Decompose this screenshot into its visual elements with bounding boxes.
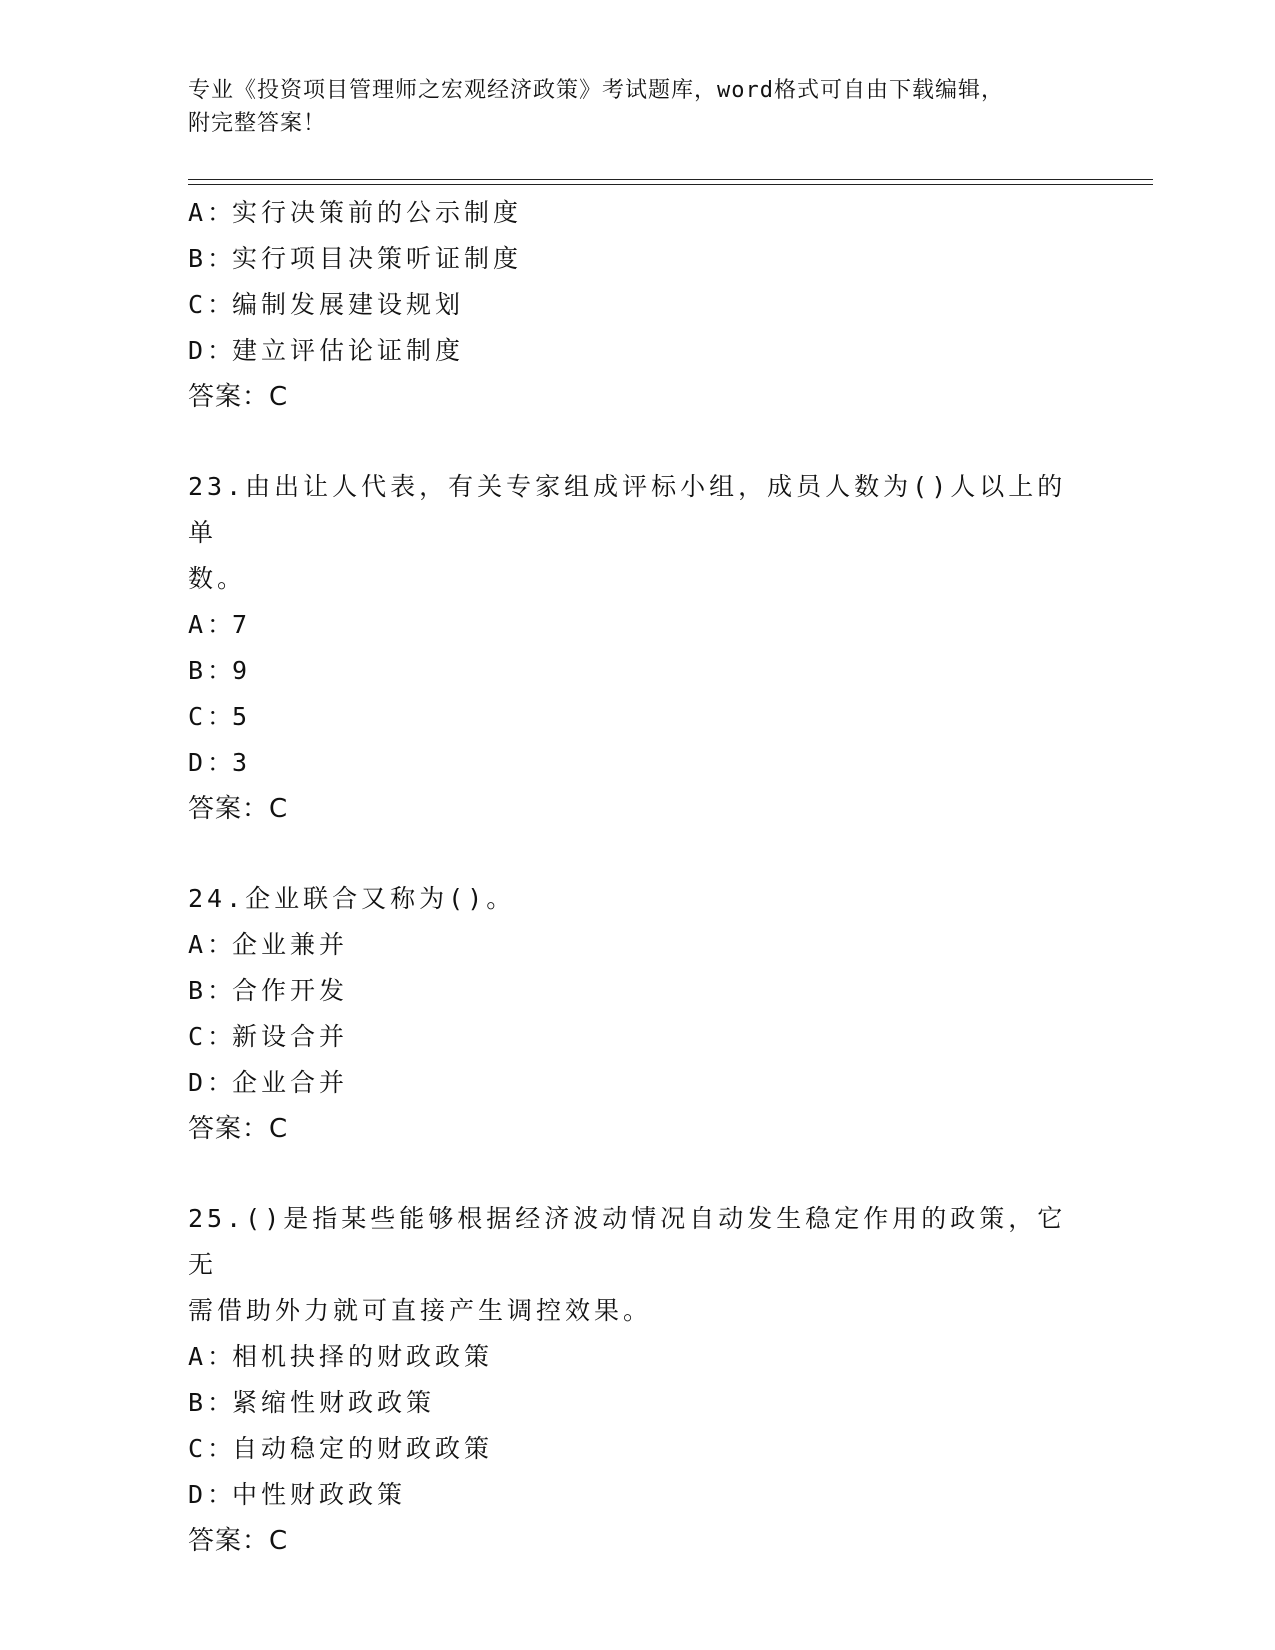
option-b [188,236,1148,282]
question-stem-line-1: 23.由出让人代表，有关专家组成评标小组，成员人数为()人以上的单 [188,472,1067,547]
header-divider-bottom [188,184,1153,185]
option-b [188,648,1148,694]
question-list [188,190,1148,1564]
option-a [188,1334,1148,1380]
option-key: A： [188,610,237,639]
option-key: A： [188,1342,237,1371]
option-d [188,1060,1148,1106]
option-d [188,740,1148,786]
option-key: A： [188,930,237,959]
option-c [188,694,1148,740]
question-stem-line-2: 数。 [188,564,247,593]
question-stem [188,1196,1078,1334]
header-divider-top [188,179,1153,180]
option-key: C： [188,1434,237,1463]
document-header [188,74,1088,140]
question-stem-line-1: 25.()是指某些能够根据经济波动情况自动发生稳定作用的政策，它无 [188,1204,1067,1279]
header-line-1: 专业《投资项目管理师之宏观经济政策》考试题库，word格式可自由下载编辑， [188,78,1004,103]
option-text: 企业兼并 [232,930,349,959]
option-text: 3 [232,748,252,777]
answer-line: 答案：C [188,1526,289,1556]
question-stem-line-1: 24.企业联合又称为()。 [188,884,516,913]
option-key: B： [188,244,237,273]
option-c [188,1426,1148,1472]
option-key: A： [188,198,237,227]
header-line-2: 附完整答案！ [188,111,327,136]
question-25 [188,1196,1148,1564]
option-a [188,602,1148,648]
question-23 [188,464,1148,832]
option-a [188,922,1148,968]
option-key: B： [188,1388,237,1417]
answer-line: 答案：C [188,382,289,412]
option-a [188,190,1148,236]
option-text: 9 [232,656,252,685]
answer-line: 答案：C [188,794,289,824]
option-text: 合作开发 [232,976,349,1005]
option-text: 建立评估论证制度 [232,336,465,365]
option-text: 新设合并 [232,1022,349,1051]
answer-line: 答案：C [188,1114,289,1144]
option-key: D： [188,1480,237,1509]
option-text: 实行项目决策听证制度 [232,244,523,273]
question-stem [188,876,1078,922]
question-stem-line-2: 需借助外力就可直接产生调控效果。 [188,1296,653,1325]
option-text: 实行决策前的公示制度 [232,198,523,227]
option-key: C： [188,290,237,319]
option-key: D： [188,336,237,365]
option-key: C： [188,1022,237,1051]
option-text: 相机抉择的财政政策 [232,1342,494,1371]
option-c [188,282,1148,328]
option-text: 编制发展建设规划 [232,290,465,319]
option-text: 自动稳定的财政政策 [232,1434,494,1463]
option-key: C： [188,702,237,731]
option-d [188,1472,1148,1518]
option-text: 7 [232,610,252,639]
option-text: 中性财政政策 [232,1480,407,1509]
option-b [188,1380,1148,1426]
option-key: B： [188,656,237,685]
option-b [188,968,1148,1014]
option-key: D： [188,748,237,777]
option-key: D： [188,1068,237,1097]
option-key: B： [188,976,237,1005]
option-text: 5 [232,702,252,731]
question-stem [188,464,1078,602]
question-22 [188,190,1148,420]
question-24 [188,876,1148,1152]
option-text: 企业合并 [232,1068,349,1097]
option-d [188,328,1148,374]
option-text: 紧缩性财政政策 [232,1388,436,1417]
option-c [188,1014,1148,1060]
